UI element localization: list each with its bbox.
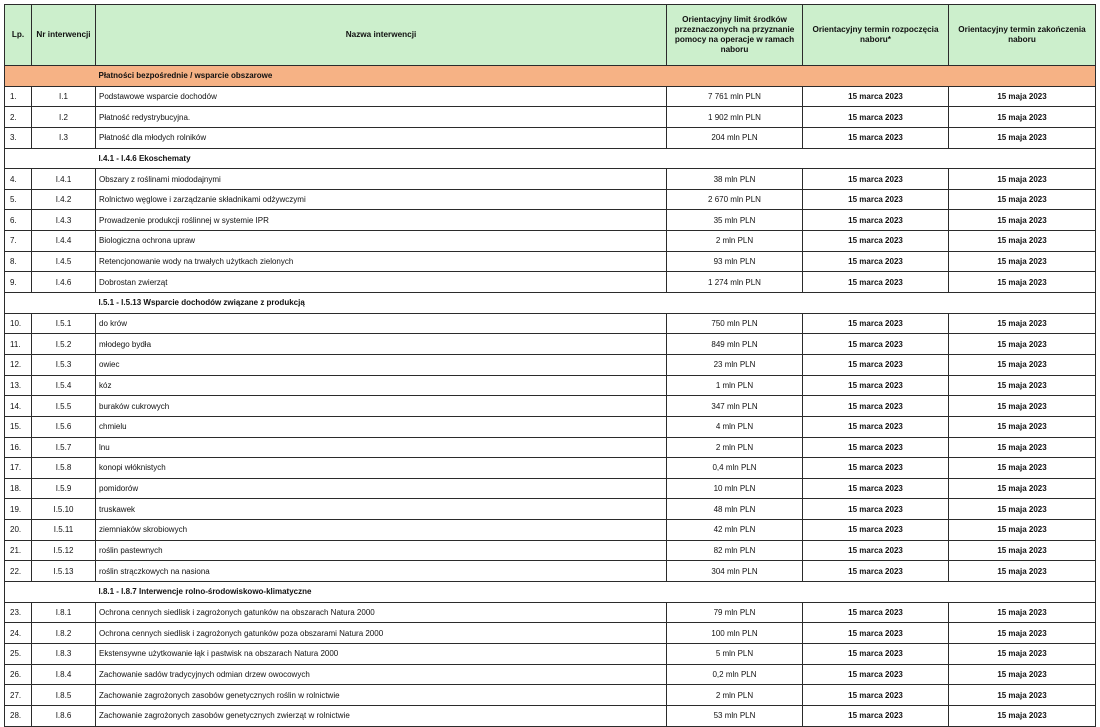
table-row xyxy=(5,520,1096,541)
funding-limit: 23 mln PLN xyxy=(667,354,803,375)
funding-limit: 2 670 mln PLN xyxy=(667,189,803,210)
intervention-number: I.5.3 xyxy=(32,354,96,375)
end-date: 15 maja 2023 xyxy=(949,643,1096,664)
intervention-name: konopi włóknistych xyxy=(96,458,667,479)
intervention-number: I.5.6 xyxy=(32,416,96,437)
start-date: 15 marca 2023 xyxy=(803,354,949,375)
intervention-number: I.5.10 xyxy=(32,499,96,520)
table-row xyxy=(5,127,1096,148)
row-number: 20. xyxy=(5,520,32,541)
funding-limit: 1 mln PLN xyxy=(667,375,803,396)
table-row xyxy=(5,458,1096,479)
row-number: 21. xyxy=(5,540,32,561)
end-date: 15 maja 2023 xyxy=(949,107,1096,128)
section-row xyxy=(5,582,1096,603)
start-date: 15 marca 2023 xyxy=(803,478,949,499)
header-start: Orientacyjny termin rozpoczęcia naboru* xyxy=(803,5,949,66)
funding-limit: 53 mln PLN xyxy=(667,705,803,726)
end-date: 15 maja 2023 xyxy=(949,478,1096,499)
end-date: 15 maja 2023 xyxy=(949,561,1096,582)
end-date: 15 maja 2023 xyxy=(949,334,1096,355)
section-spacer xyxy=(5,582,96,603)
end-date: 15 maja 2023 xyxy=(949,210,1096,231)
end-date: 15 maja 2023 xyxy=(949,458,1096,479)
funding-limit: 79 mln PLN xyxy=(667,602,803,623)
intervention-number: I.5.2 xyxy=(32,334,96,355)
start-date: 15 marca 2023 xyxy=(803,86,949,107)
intervention-name: Podstawowe wsparcie dochodów xyxy=(96,86,667,107)
intervention-name: Ochrona cennych siedlisk i zagrożonych gatunków poza obszarami Natura 2000 xyxy=(96,623,667,644)
intervention-name: buraków cukrowych xyxy=(96,396,667,417)
funding-limit: 204 mln PLN xyxy=(667,127,803,148)
start-date: 15 marca 2023 xyxy=(803,602,949,623)
table-header xyxy=(5,5,1096,66)
start-date: 15 marca 2023 xyxy=(803,189,949,210)
funding-limit: 750 mln PLN xyxy=(667,313,803,334)
intervention-number: I.8.2 xyxy=(32,623,96,644)
table-row xyxy=(5,705,1096,726)
row-number: 28. xyxy=(5,705,32,726)
header-lp: Lp. xyxy=(5,5,32,66)
funding-limit: 2 mln PLN xyxy=(667,437,803,458)
end-date: 15 maja 2023 xyxy=(949,540,1096,561)
intervention-number: I.4.3 xyxy=(32,210,96,231)
end-date: 15 maja 2023 xyxy=(949,169,1096,190)
funding-limit: 93 mln PLN xyxy=(667,251,803,272)
funding-limit: 849 mln PLN xyxy=(667,334,803,355)
intervention-name: roślin pastewnych xyxy=(96,540,667,561)
start-date: 15 marca 2023 xyxy=(803,375,949,396)
row-number: 22. xyxy=(5,561,32,582)
start-date: 15 marca 2023 xyxy=(803,561,949,582)
intervention-name: Ochrona cennych siedlisk i zagrożonych gatunków na obszarach Natura 2000 xyxy=(96,602,667,623)
intervention-number: I.8.1 xyxy=(32,602,96,623)
row-number: 10. xyxy=(5,313,32,334)
table-row xyxy=(5,561,1096,582)
section-spacer xyxy=(5,148,96,169)
end-date: 15 maja 2023 xyxy=(949,685,1096,706)
table-row xyxy=(5,251,1096,272)
section-title: I.4.1 - I.4.6 Ekoschematy xyxy=(96,148,1096,169)
row-number: 7. xyxy=(5,231,32,252)
start-date: 15 marca 2023 xyxy=(803,685,949,706)
start-date: 15 marca 2023 xyxy=(803,540,949,561)
row-number: 15. xyxy=(5,416,32,437)
funding-limit: 35 mln PLN xyxy=(667,210,803,231)
end-date: 15 maja 2023 xyxy=(949,189,1096,210)
end-date: 15 maja 2023 xyxy=(949,437,1096,458)
end-date: 15 maja 2023 xyxy=(949,251,1096,272)
intervention-number: I.5.5 xyxy=(32,396,96,417)
intervention-name: Obszary z roślinami miododajnymi xyxy=(96,169,667,190)
row-number: 18. xyxy=(5,478,32,499)
funding-limit: 1 902 mln PLN xyxy=(667,107,803,128)
row-number: 11. xyxy=(5,334,32,355)
end-date: 15 maja 2023 xyxy=(949,602,1096,623)
end-date: 15 maja 2023 xyxy=(949,313,1096,334)
section-row xyxy=(5,66,1096,87)
end-date: 15 maja 2023 xyxy=(949,396,1096,417)
interventions-table xyxy=(4,4,1096,727)
row-number: 8. xyxy=(5,251,32,272)
section-title: Płatności bezpośrednie / wsparcie obszarowe xyxy=(96,66,1096,87)
intervention-number: I.5.8 xyxy=(32,458,96,479)
funding-limit: 42 mln PLN xyxy=(667,520,803,541)
start-date: 15 marca 2023 xyxy=(803,458,949,479)
row-number: 9. xyxy=(5,272,32,293)
section-spacer xyxy=(5,293,96,314)
intervention-number: I.5.9 xyxy=(32,478,96,499)
table-row xyxy=(5,478,1096,499)
table-row xyxy=(5,396,1096,417)
intervention-number: I.8.4 xyxy=(32,664,96,685)
start-date: 15 marca 2023 xyxy=(803,231,949,252)
row-number: 5. xyxy=(5,189,32,210)
table-row xyxy=(5,169,1096,190)
row-number: 6. xyxy=(5,210,32,231)
intervention-number: I.5.12 xyxy=(32,540,96,561)
header-end: Orientacyjny termin zakończenia naboru xyxy=(949,5,1096,66)
row-number: 27. xyxy=(5,685,32,706)
intervention-name: truskawek xyxy=(96,499,667,520)
funding-limit: 304 mln PLN xyxy=(667,561,803,582)
section-spacer xyxy=(5,66,96,87)
funding-limit: 7 761 mln PLN xyxy=(667,86,803,107)
table-row xyxy=(5,499,1096,520)
start-date: 15 marca 2023 xyxy=(803,643,949,664)
start-date: 15 marca 2023 xyxy=(803,623,949,644)
table-row xyxy=(5,210,1096,231)
intervention-number: I.5.13 xyxy=(32,561,96,582)
header-limit: Orientacyjny limit środków przeznaczonych na przyznanie pomocy na operacje w ramach naboru xyxy=(667,5,803,66)
intervention-name: kóz xyxy=(96,375,667,396)
end-date: 15 maja 2023 xyxy=(949,231,1096,252)
table-row xyxy=(5,375,1096,396)
start-date: 15 marca 2023 xyxy=(803,251,949,272)
funding-limit: 2 mln PLN xyxy=(667,231,803,252)
start-date: 15 marca 2023 xyxy=(803,210,949,231)
end-date: 15 maja 2023 xyxy=(949,520,1096,541)
intervention-name: Rolnictwo węglowe i zarządzanie składnikami odżywczymi xyxy=(96,189,667,210)
start-date: 15 marca 2023 xyxy=(803,437,949,458)
table-row xyxy=(5,643,1096,664)
header-name: Nazwa interwencji xyxy=(96,5,667,66)
section-row xyxy=(5,293,1096,314)
intervention-number: I.2 xyxy=(32,107,96,128)
table-row xyxy=(5,107,1096,128)
table-row xyxy=(5,416,1096,437)
intervention-name: lnu xyxy=(96,437,667,458)
start-date: 15 marca 2023 xyxy=(803,313,949,334)
end-date: 15 maja 2023 xyxy=(949,416,1096,437)
table-row xyxy=(5,354,1096,375)
header-nr: Nr interwencji xyxy=(32,5,96,66)
funding-limit: 5 mln PLN xyxy=(667,643,803,664)
table-row xyxy=(5,313,1096,334)
table-row xyxy=(5,602,1096,623)
table-body xyxy=(5,66,1096,727)
table-row xyxy=(5,231,1096,252)
funding-limit: 100 mln PLN xyxy=(667,623,803,644)
start-date: 15 marca 2023 xyxy=(803,334,949,355)
intervention-number: I.1 xyxy=(32,86,96,107)
row-number: 23. xyxy=(5,602,32,623)
table-row xyxy=(5,86,1096,107)
intervention-name: Zachowanie zagrożonych zasobów genetycznych roślin w rolnictwie xyxy=(96,685,667,706)
end-date: 15 maja 2023 xyxy=(949,272,1096,293)
funding-limit: 0,4 mln PLN xyxy=(667,458,803,479)
funding-limit: 2 mln PLN xyxy=(667,685,803,706)
end-date: 15 maja 2023 xyxy=(949,499,1096,520)
funding-limit: 4 mln PLN xyxy=(667,416,803,437)
intervention-name: Prowadzenie produkcji roślinnej w systemie IPR xyxy=(96,210,667,231)
intervention-number: I.4.1 xyxy=(32,169,96,190)
intervention-number: I.5.4 xyxy=(32,375,96,396)
table-row xyxy=(5,664,1096,685)
end-date: 15 maja 2023 xyxy=(949,375,1096,396)
end-date: 15 maja 2023 xyxy=(949,623,1096,644)
row-number: 17. xyxy=(5,458,32,479)
table-row xyxy=(5,189,1096,210)
intervention-number: I.5.7 xyxy=(32,437,96,458)
funding-limit: 48 mln PLN xyxy=(667,499,803,520)
funding-limit: 347 mln PLN xyxy=(667,396,803,417)
intervention-number: I.8.6 xyxy=(32,705,96,726)
funding-limit: 82 mln PLN xyxy=(667,540,803,561)
table-row xyxy=(5,540,1096,561)
intervention-name: roślin strączkowych na nasiona xyxy=(96,561,667,582)
intervention-name: ziemniaków skrobiowych xyxy=(96,520,667,541)
start-date: 15 marca 2023 xyxy=(803,396,949,417)
intervention-name: pomidorów xyxy=(96,478,667,499)
intervention-name: chmielu xyxy=(96,416,667,437)
intervention-number: I.8.3 xyxy=(32,643,96,664)
start-date: 15 marca 2023 xyxy=(803,499,949,520)
intervention-name: Zachowanie zagrożonych zasobów genetycznych zwierząt w rolnictwie xyxy=(96,705,667,726)
end-date: 15 maja 2023 xyxy=(949,86,1096,107)
row-number: 3. xyxy=(5,127,32,148)
intervention-name: Płatność dla młodych rolników xyxy=(96,127,667,148)
row-number: 16. xyxy=(5,437,32,458)
intervention-number: I.4.6 xyxy=(32,272,96,293)
row-number: 26. xyxy=(5,664,32,685)
intervention-name: owiec xyxy=(96,354,667,375)
intervention-number: I.5.1 xyxy=(32,313,96,334)
funding-limit: 0,2 mln PLN xyxy=(667,664,803,685)
intervention-number: I.5.11 xyxy=(32,520,96,541)
row-number: 24. xyxy=(5,623,32,644)
document-page xyxy=(4,4,1095,727)
intervention-name: Biologiczna ochrona upraw xyxy=(96,231,667,252)
row-number: 1. xyxy=(5,86,32,107)
intervention-number: I.3 xyxy=(32,127,96,148)
table-row xyxy=(5,685,1096,706)
end-date: 15 maja 2023 xyxy=(949,127,1096,148)
row-number: 13. xyxy=(5,375,32,396)
start-date: 15 marca 2023 xyxy=(803,416,949,437)
table-row xyxy=(5,437,1096,458)
intervention-number: I.4.5 xyxy=(32,251,96,272)
start-date: 15 marca 2023 xyxy=(803,272,949,293)
intervention-name: Zachowanie sadów tradycyjnych odmian drzew owocowych xyxy=(96,664,667,685)
intervention-name: młodego bydła xyxy=(96,334,667,355)
intervention-name: do krów xyxy=(96,313,667,334)
start-date: 15 marca 2023 xyxy=(803,705,949,726)
funding-limit: 1 274 mln PLN xyxy=(667,272,803,293)
section-title: I.8.1 - I.8.7 Interwencje rolno-środowiskowo-klimatyczne xyxy=(96,582,1096,603)
intervention-name: Płatność redystrybucyjna. xyxy=(96,107,667,128)
intervention-name: Ekstensywne użytkowanie łąk i pastwisk na obszarach Natura 2000 xyxy=(96,643,667,664)
intervention-name: Dobrostan zwierząt xyxy=(96,272,667,293)
row-number: 25. xyxy=(5,643,32,664)
row-number: 19. xyxy=(5,499,32,520)
start-date: 15 marca 2023 xyxy=(803,664,949,685)
table-row xyxy=(5,272,1096,293)
section-row xyxy=(5,148,1096,169)
funding-limit: 38 mln PLN xyxy=(667,169,803,190)
end-date: 15 maja 2023 xyxy=(949,664,1096,685)
row-number: 12. xyxy=(5,354,32,375)
funding-limit: 10 mln PLN xyxy=(667,478,803,499)
start-date: 15 marca 2023 xyxy=(803,107,949,128)
section-title: I.5.1 - I.5.13 Wsparcie dochodów związane z produkcją xyxy=(96,293,1096,314)
start-date: 15 marca 2023 xyxy=(803,127,949,148)
intervention-number: I.4.2 xyxy=(32,189,96,210)
table-row xyxy=(5,623,1096,644)
intervention-name: Retencjonowanie wody na trwałych użytkach zielonych xyxy=(96,251,667,272)
intervention-number: I.4.4 xyxy=(32,231,96,252)
start-date: 15 marca 2023 xyxy=(803,520,949,541)
start-date: 15 marca 2023 xyxy=(803,169,949,190)
row-number: 14. xyxy=(5,396,32,417)
row-number: 2. xyxy=(5,107,32,128)
intervention-number: I.8.5 xyxy=(32,685,96,706)
table-row xyxy=(5,334,1096,355)
row-number: 4. xyxy=(5,169,32,190)
end-date: 15 maja 2023 xyxy=(949,705,1096,726)
end-date: 15 maja 2023 xyxy=(949,354,1096,375)
